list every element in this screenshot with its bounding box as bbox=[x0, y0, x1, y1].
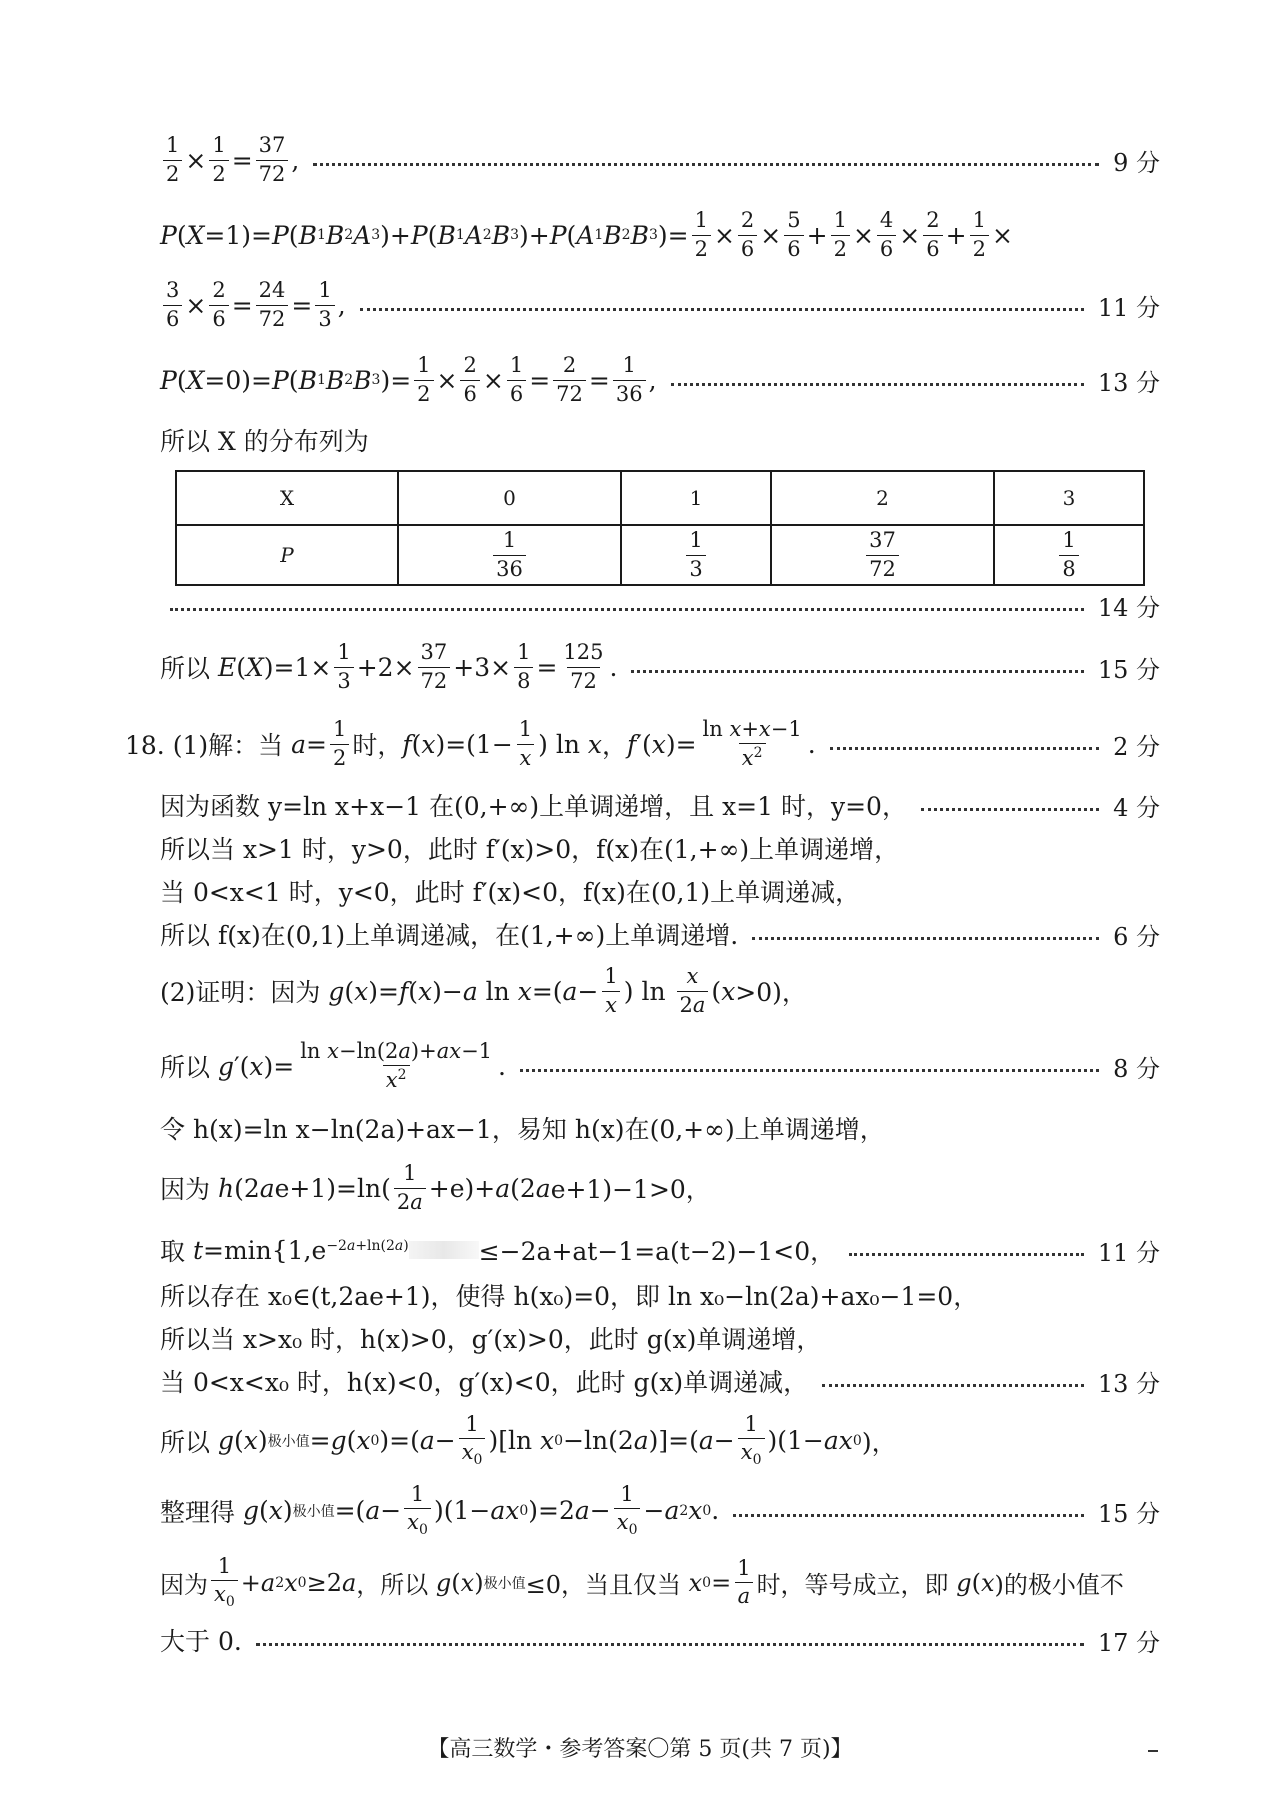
table-cell: $\frac{1}{3}$ bbox=[621, 525, 771, 585]
line-16-formula: 因为 h (2 a e+1)=ln( $\frac{1}{2a}$ +e)+ a (2 a e+1)−1>0， bbox=[160, 1161, 711, 1214]
line-11 bbox=[160, 871, 1160, 911]
line-17 bbox=[160, 1225, 1160, 1275]
line-16 bbox=[160, 1155, 1160, 1221]
line-15 bbox=[160, 1108, 1160, 1148]
table-cell: 0 bbox=[398, 471, 621, 525]
leader-dots bbox=[170, 608, 1084, 611]
line-12-text: 所以 f(x)在(0,1)上单调递减，在(1,+∞)上单调递增. bbox=[160, 921, 739, 950]
line-22-formula: 整理得 g ( x ) 极小值 =( a − $\frac{1}{x_0}$ )(1− a x 0 )=2 a − $\frac{1}{x_0}$ − a 2 x 0 . bbox=[160, 1482, 720, 1539]
line-7 bbox=[160, 632, 1160, 702]
line-8 bbox=[125, 708, 1160, 780]
line-17-formula: 取 t =min{1,e $^{-2a +ln(2a )}$ ≤−2a+at−1=a(t−2)−1<0， bbox=[160, 1232, 835, 1268]
line-19 bbox=[160, 1318, 1160, 1358]
line-13 bbox=[160, 958, 1160, 1024]
table-header-x: X bbox=[176, 471, 398, 525]
leader-dots bbox=[520, 1069, 1099, 1072]
line-22 bbox=[160, 1478, 1160, 1544]
score: 8 分 bbox=[1113, 1054, 1160, 1083]
line-18 bbox=[160, 1275, 1160, 1315]
page-footer: 【高三数学・参考答案〇第 5 页(共 7 页)】 bbox=[427, 1737, 853, 1762]
leader-dots bbox=[671, 383, 1084, 386]
score: 6 分 bbox=[1113, 922, 1160, 951]
score: 15 分 bbox=[1097, 655, 1160, 684]
line-4 bbox=[160, 345, 1160, 415]
line-15-text: 令 h(x)=ln x−ln(2a)+ax−1，易知 h(x)在(0,+∞)上单调递增， bbox=[160, 1115, 885, 1144]
line-11-text: 当 0<x<1 时，y<0，此时 f′(x)<0，f(x)在(0,1)上单调递减， bbox=[160, 878, 861, 907]
leader-dots bbox=[256, 1643, 1084, 1646]
line-10-text: 所以当 x>1 时，y>0，此时 f′(x)>0，f(x)在(1,+∞)上单调递增， bbox=[160, 835, 900, 864]
line-19-text: 所以当 x>x₀ 时，h(x)>0，g′(x)>0，此时 g(x)单调递增， bbox=[160, 1325, 822, 1354]
score: 4 分 bbox=[1113, 793, 1160, 822]
score: 11 分 bbox=[1097, 1238, 1160, 1267]
leader-dots bbox=[921, 808, 1099, 811]
score: 14 分 bbox=[1097, 593, 1160, 622]
line-21-formula: 所以 g ( x ) 极小值 = g ( x 0 )=( a − $\frac{1}{x_0}$ )[ln x 0 −ln(2 a )]=( a − $\frac{1}{x_0}$ )(1− a x 0 )， bbox=[160, 1412, 897, 1469]
line-2 bbox=[160, 200, 1160, 270]
leader-dots bbox=[733, 1514, 1084, 1517]
line-3 bbox=[160, 270, 1160, 340]
line-2-formula: P ( X =1)= P ( B 1 B 2 A 3 )+ P ( B 1 A 2 B 3 )+ P ( A 1 B 2 B 3 )= $\frac{1}{2}$ × $\frac{2}{6}$ × $\frac{5}{6}$ + $\frac{1}{2}$ × $\frac{4}{6}$ × $\frac{2}{6}$ + $\frac{1}{2}$ × bbox=[160, 208, 1013, 261]
line-6 bbox=[170, 585, 1160, 625]
line-3-formula: $\frac{3}{6}$ × $\frac{2}{6}$ = $\frac{24}{72}$ = $\frac{1}{3}$ , bbox=[160, 279, 346, 330]
score: 9 分 bbox=[1113, 148, 1160, 177]
line-10 bbox=[160, 828, 1160, 868]
leader-dots bbox=[849, 1253, 1084, 1256]
line-5-text: 所以 X 的分布列为 bbox=[160, 427, 369, 456]
score: 11 分 bbox=[1097, 293, 1160, 322]
line-24 bbox=[160, 1620, 1160, 1660]
line-20 bbox=[160, 1361, 1160, 1401]
line-5 bbox=[160, 420, 1160, 460]
line-17-tail: ≤−2a+at−1=a(t−2)−1<0， bbox=[478, 1237, 836, 1266]
table-cell: 3 bbox=[994, 471, 1144, 525]
line-20-text: 当 0<x<x₀ 时，h(x)<0，g′(x)<0，此时 g(x)单调递减， bbox=[160, 1368, 809, 1397]
line-8-formula: 18. (1)解：当 a = $\frac{1}{2}$ 时， f ( x )=(1− $\frac{1}{x}$ ) ln x ， f ′( x )= $\frac{\text{ln x+x−1}}{x^2}$ . bbox=[125, 716, 816, 770]
score: 13 分 bbox=[1097, 1369, 1160, 1398]
line-12 bbox=[160, 914, 1160, 954]
table-cell: $\frac{37}{72}$ bbox=[771, 525, 994, 585]
line-14 bbox=[160, 1030, 1160, 1102]
line-21 bbox=[160, 1408, 1160, 1474]
line-9-text: 因为函数 y=ln x+x−1 在(0,+∞)上单调递增，且 x=1 时，y=0， bbox=[160, 792, 907, 821]
line-13-formula: (2)证明：因为 g ( x )= f ( x )− a ln x =( a − $\frac{1}{x}$ ) ln $\frac{x}{2a}$ ( x >0)， bbox=[160, 964, 807, 1017]
leader-dots bbox=[822, 1384, 1084, 1387]
leader-dots bbox=[313, 163, 1099, 166]
score: 2 分 bbox=[1113, 732, 1160, 761]
line-24-text: 大于 0. bbox=[160, 1627, 242, 1656]
line-1 bbox=[160, 125, 1160, 195]
line-1-formula: $\frac{1}{2}$ × $\frac{1}{2}$ = $\frac{37}{72}$ , bbox=[160, 134, 299, 185]
table-cell: 1 bbox=[621, 471, 771, 525]
line-4-formula: P ( X =0)= P ( B 1 B 2 B 3 )= $\frac{1}{2}$ × $\frac{2}{6}$ × $\frac{1}{6}$ = $\frac{2}{72}$ = $\frac{1}{36}$ , bbox=[160, 353, 657, 406]
corner-mark bbox=[1148, 1750, 1158, 1752]
line-9 bbox=[160, 785, 1160, 825]
blurred-region bbox=[409, 1241, 479, 1259]
line-23 bbox=[160, 1550, 1180, 1616]
line-14-formula: 所以 g ′( x )= $\frac{\text{ln x−ln(2a)+ax−1}}{x^2}$ . bbox=[160, 1038, 506, 1092]
line-23-formula: 因为 $\frac{1}{x_0}$ + a 2 x 0 ≥2 a ，所以 g ( x ) 极小值 ≤0，当且仅当 x 0 = $\frac{1}{a}$ 时，等号成立，即 g ( x )的极小值不 bbox=[160, 1554, 1124, 1611]
table-row bbox=[176, 471, 1144, 525]
leader-dots bbox=[631, 670, 1083, 673]
leader-dots bbox=[830, 747, 1099, 750]
distribution-table bbox=[175, 470, 1145, 586]
table-cell: $\frac{1}{8}$ bbox=[994, 525, 1144, 585]
table-row bbox=[176, 525, 1144, 585]
score: 13 分 bbox=[1097, 368, 1160, 397]
table-header-p: P bbox=[176, 525, 398, 585]
score: 15 分 bbox=[1097, 1499, 1160, 1528]
line-7-formula: 所以 E ( X )=1× $\frac{1}{3}$ +2× $\frac{37}{72}$ +3× $\frac{1}{8}$ = $\frac{125}{72}$ . bbox=[160, 640, 618, 693]
table-cell: $\frac{1}{36}$ bbox=[398, 525, 621, 585]
leader-dots bbox=[360, 308, 1084, 311]
leader-dots bbox=[752, 937, 1099, 940]
table-cell: 2 bbox=[771, 471, 994, 525]
score: 17 分 bbox=[1097, 1628, 1160, 1657]
line-18-text: 所以存在 x₀∈(t,2ae+1)，使得 h(x₀)=0，即 ln x₀−ln(2a)+ax₀−1=0， bbox=[160, 1282, 979, 1311]
